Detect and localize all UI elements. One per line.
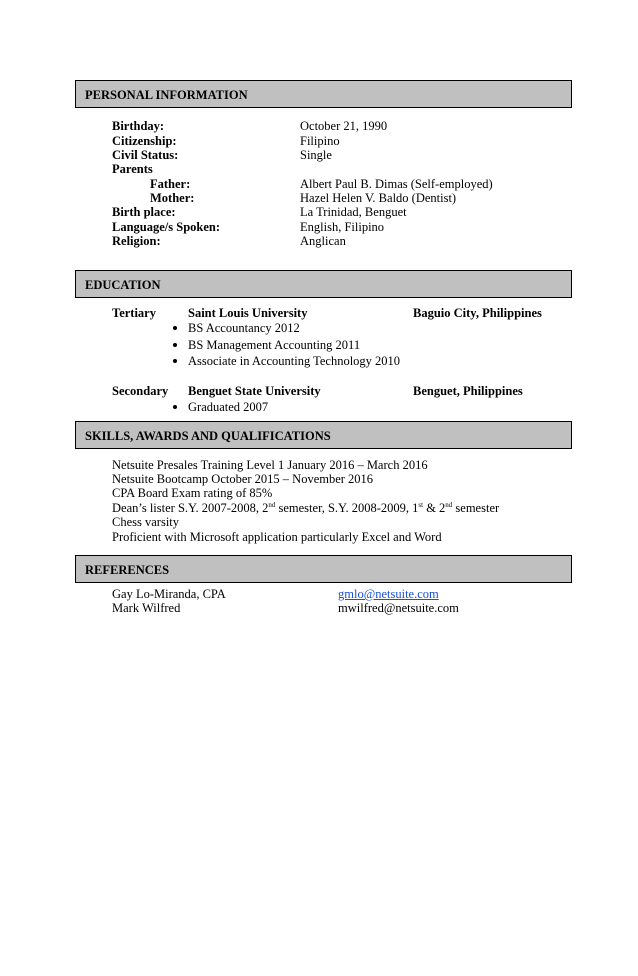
skill-line: Chess varsity <box>112 515 180 529</box>
secondary-label: Secondary <box>112 384 169 398</box>
tertiary-location: Baguio City, Philippines <box>413 306 542 320</box>
reference-name: Gay Lo-Miranda, CPA <box>112 587 226 601</box>
reference-name: Mark Wilfred <box>112 601 181 615</box>
ordinal-suffix: st <box>418 501 424 509</box>
bullet-icon <box>173 405 177 409</box>
father-label: Father: <box>150 177 191 191</box>
tertiary-item: Associate in Accounting Technology 2010 <box>188 354 401 368</box>
skill-line: Proficient with Microsoft application particularly Excel and Word <box>112 530 442 544</box>
bullet-icon <box>173 359 177 363</box>
citizenship-value: Filipino <box>300 134 340 148</box>
secondary-school: Benguet State University <box>188 384 321 398</box>
skill-text: Dean’s lister S.Y. 2007-2008, 2 <box>112 501 269 515</box>
skill-text: & 2 <box>423 501 446 515</box>
skill-text: semester, S.Y. 2008-2009, 1 <box>275 501 419 515</box>
secondary-location: Benguet, Philippines <box>413 384 523 398</box>
section-title: REFERENCES <box>85 563 170 577</box>
parents-label: Parents <box>112 162 153 176</box>
skill-line: Netsuite Bootcamp October 2015 – November 2016 <box>112 472 374 486</box>
language-value: English, Filipino <box>300 220 385 234</box>
birthplace-label: Birth place: <box>112 205 176 219</box>
birthday-label: Birthday: <box>112 119 165 133</box>
section-title: PERSONAL INFORMATION <box>85 88 248 102</box>
religion-label: Religion: <box>112 234 161 248</box>
secondary-item: Graduated 2007 <box>188 400 269 414</box>
civil-status-label: Civil Status: <box>112 148 179 162</box>
section-header-education <box>75 270 572 298</box>
reference-email-link[interactable]: gmlo@netsuite.com <box>338 587 439 601</box>
tertiary-school: Saint Louis University <box>188 306 308 320</box>
citizenship-label: Citizenship: <box>112 134 177 148</box>
skill-line: CPA Board Exam rating of 85% <box>112 486 273 500</box>
section-title: SKILLS, AWARDS AND QUALIFICATIONS <box>85 429 331 443</box>
ordinal-suffix: nd <box>268 501 276 509</box>
tertiary-item: BS Management Accounting 2011 <box>188 338 361 352</box>
bullet-icon <box>173 326 177 330</box>
section-title: EDUCATION <box>85 278 161 292</box>
skill-line: Netsuite Presales Training Level 1 January 2016 – March 2016 <box>112 458 428 472</box>
birthday-value: October 21, 1990 <box>300 119 388 133</box>
skill-text: semester <box>452 501 500 515</box>
bullet-icon <box>173 343 177 347</box>
ordinal-suffix: nd <box>445 501 453 509</box>
section-header-skills <box>75 421 572 449</box>
tertiary-item: BS Accountancy 2012 <box>188 321 300 335</box>
civil-status-value: Single <box>300 148 332 162</box>
mother-label: Mother: <box>150 191 195 205</box>
section-header-references <box>75 555 572 583</box>
skill-line-deans-list <box>112 501 499 516</box>
section-header-personal <box>75 80 572 108</box>
mother-value: Hazel Helen V. Baldo (Dentist) <box>300 191 457 205</box>
language-label: Language/s Spoken: <box>112 220 221 234</box>
reference-email: mwilfred@netsuite.com <box>338 601 459 615</box>
birthplace-value: La Trinidad, Benguet <box>300 205 407 219</box>
father-value: Albert Paul B. Dimas (Self-employed) <box>300 177 493 191</box>
religion-value: Anglican <box>300 234 346 248</box>
tertiary-label: Tertiary <box>112 306 156 320</box>
